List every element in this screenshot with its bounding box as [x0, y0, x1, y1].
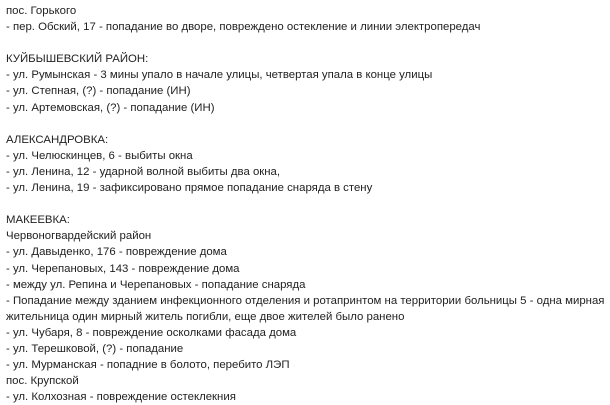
list-item: - ул. Челюскинцев, 6 - выбиты окна — [6, 149, 193, 162]
list-item: - ул. Колхозная - повреждение остеклекния — [6, 391, 236, 404]
list-item: - ул. Артемовская, (?) - попадание (ИН) — [6, 101, 215, 114]
list-item: - ул. Давыденко, 176 - повреждение дома — [6, 246, 227, 259]
section-heading-makeevka: МАКЕЕВКА: — [6, 214, 70, 227]
locality-heading-gorkogo: пос. Горького — [6, 5, 77, 17]
list-item: - между ул. Репина и Черепановых - попадание снаряда — [6, 278, 306, 291]
list-item: - Попадание между зданием инфекционного отделения и ротапринтом на территории больницы 5 - одна мирная жительница один мирный житель погибли, еще двое жителей было ранено — [6, 294, 605, 323]
list-item: - ул. Терешковой, (?) - попадание — [6, 342, 184, 355]
document-body — [6, 3, 606, 405]
list-item: - ул. Степная, (?) - попадание (ИН) — [6, 85, 191, 98]
section-heading-kuibyshevsky: КУЙБЫШЕВСКИЙ РАЙОН: — [6, 53, 149, 66]
list-item: - пер. Обский, 17 - попадание во дворе, повреждено остекление и линии электропередач — [6, 21, 481, 34]
section-heading-aleksandrovka: АЛЕКСАНДРОВКА: — [6, 133, 109, 146]
district-subheading: Червоногвардейский район — [6, 230, 152, 243]
list-item: - ул. Чубаря, 8 - повреждение осколками фасада дома — [6, 326, 297, 339]
blank-line — [6, 196, 606, 212]
locality-heading-krupskoy: пос. Крупской — [6, 375, 79, 388]
blank-line — [6, 116, 606, 132]
blank-line — [6, 35, 606, 51]
list-item: - ул. Мурманская - попадние в болото, перебито ЛЭП — [6, 359, 290, 372]
list-item: - ул. Ленина, 19 - зафиксировано прямое попадание снаряда в стену — [6, 182, 373, 195]
list-item: - ул. Румынская - 3 мины упало в начале улицы, четвертая упала в конце улицы — [6, 69, 433, 82]
list-item: - ул. Черепановых, 143 - повреждение дома — [6, 262, 240, 275]
list-item: - ул. Ленина, 12 - ударной волной выбиты два окна, — [6, 165, 281, 178]
